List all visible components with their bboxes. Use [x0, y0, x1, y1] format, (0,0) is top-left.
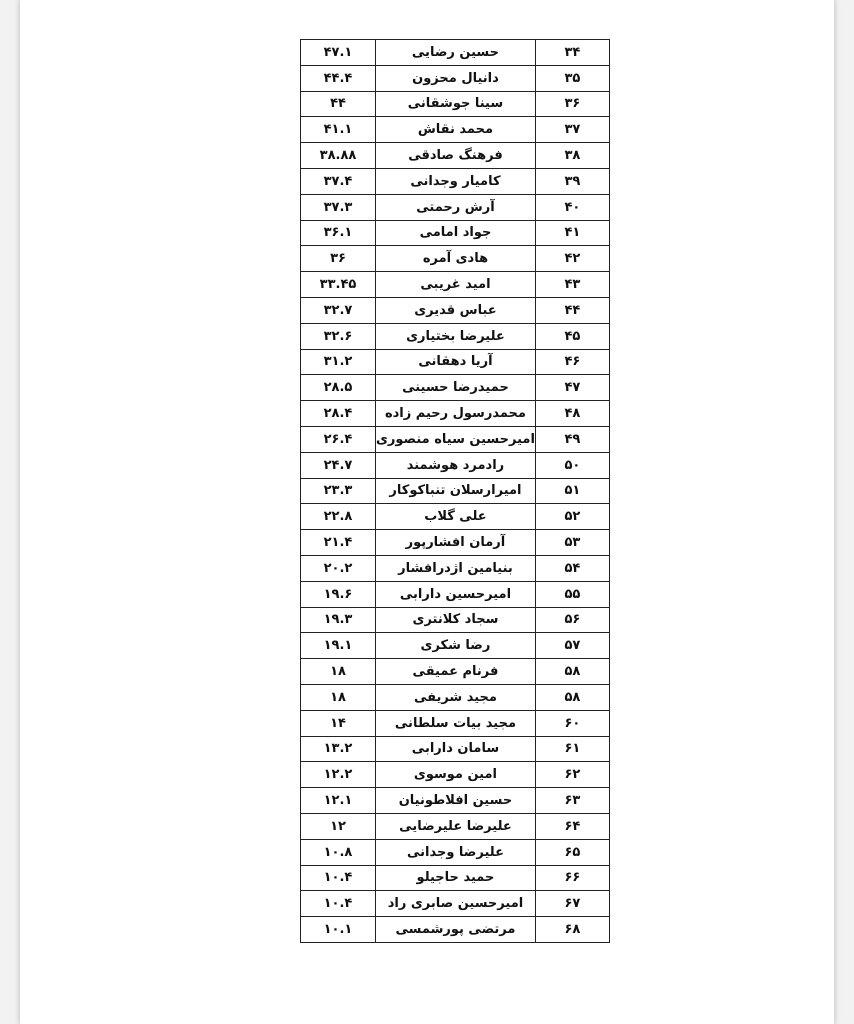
table-row	[301, 839, 610, 865]
score-cell: ۱۰.۸	[301, 839, 376, 865]
table-row	[301, 633, 610, 659]
score-cell: ۱۲	[301, 813, 376, 839]
score-cell: ۴۴.۴	[301, 65, 376, 91]
name-cell: مجید شریفی	[376, 684, 536, 710]
rank-cell: ۴۵	[535, 323, 609, 349]
table-row	[301, 788, 610, 814]
score-cell: ۱۰.۱	[301, 917, 376, 943]
table-row	[301, 607, 610, 633]
name-cell: هادی آمره	[376, 246, 536, 272]
name-cell: آریا دهقانی	[376, 349, 536, 375]
score-cell: ۳۷.۴	[301, 168, 376, 194]
table-row	[301, 891, 610, 917]
score-cell: ۱۸	[301, 659, 376, 685]
name-cell: علیرضا بختیاری	[376, 323, 536, 349]
name-cell: امیرحسین صابری راد	[376, 891, 536, 917]
table-row	[301, 504, 610, 530]
rank-cell: ۳۶	[535, 91, 609, 117]
table-row	[301, 401, 610, 427]
name-cell: سینا جوشقانی	[376, 91, 536, 117]
name-cell: حسین رضایی	[376, 40, 536, 66]
score-cell: ۲۸.۴	[301, 401, 376, 427]
rank-cell: ۵۴	[535, 555, 609, 581]
rank-cell: ۴۸	[535, 401, 609, 427]
table-row	[301, 710, 610, 736]
rank-cell: ۶۶	[535, 865, 609, 891]
rank-cell: ۴۱	[535, 220, 609, 246]
score-cell: ۱۲.۲	[301, 762, 376, 788]
rank-cell: ۳۹	[535, 168, 609, 194]
score-cell: ۳۶	[301, 246, 376, 272]
table-row	[301, 762, 610, 788]
table-row	[301, 684, 610, 710]
name-cell: کامیار وجدانی	[376, 168, 536, 194]
score-cell: ۳۷.۳	[301, 194, 376, 220]
name-cell: حمیدرضا حسینی	[376, 375, 536, 401]
name-cell: علیرضا وجدانی	[376, 839, 536, 865]
score-cell: ۴۴	[301, 91, 376, 117]
table-row	[301, 272, 610, 298]
score-cell: ۱۰.۴	[301, 865, 376, 891]
rank-cell: ۵۷	[535, 633, 609, 659]
name-cell: فرنام عمیقی	[376, 659, 536, 685]
score-cell: ۳۲.۶	[301, 323, 376, 349]
score-cell: ۱۲.۱	[301, 788, 376, 814]
rank-cell: ۵۱	[535, 478, 609, 504]
score-cell: ۴۱.۱	[301, 117, 376, 143]
table-row	[301, 168, 610, 194]
rank-cell: ۵۲	[535, 504, 609, 530]
name-cell: امیرحسین دارابی	[376, 581, 536, 607]
table-row	[301, 917, 610, 943]
name-cell: مرتضی پورشمسی	[376, 917, 536, 943]
rank-cell: ۶۷	[535, 891, 609, 917]
name-cell: امید غریبی	[376, 272, 536, 298]
rank-cell: ۴۷	[535, 375, 609, 401]
rank-cell: ۵۸	[535, 684, 609, 710]
rank-cell: ۴۳	[535, 272, 609, 298]
name-cell: سجاد کلانتری	[376, 607, 536, 633]
rank-cell: ۵۳	[535, 530, 609, 556]
table-row	[301, 65, 610, 91]
table-row	[301, 555, 610, 581]
name-cell: عباس قدیری	[376, 297, 536, 323]
table-row	[301, 813, 610, 839]
rank-cell: ۵۸	[535, 659, 609, 685]
score-cell: ۱۴	[301, 710, 376, 736]
score-cell: ۳۲.۷	[301, 297, 376, 323]
table-row	[301, 323, 610, 349]
table-row	[301, 452, 610, 478]
rank-cell: ۵۵	[535, 581, 609, 607]
table-row	[301, 659, 610, 685]
rank-cell: ۶۵	[535, 839, 609, 865]
name-cell: آرش رحمتی	[376, 194, 536, 220]
name-cell: دانیال محزون	[376, 65, 536, 91]
score-cell: ۲۲.۸	[301, 504, 376, 530]
score-cell: ۱۹.۱	[301, 633, 376, 659]
rank-cell: ۶۱	[535, 736, 609, 762]
table-row	[301, 865, 610, 891]
name-cell: بنیامین اژدرافشار	[376, 555, 536, 581]
table-row	[301, 581, 610, 607]
name-cell: سامان دارابی	[376, 736, 536, 762]
score-cell: ۱۹.۶	[301, 581, 376, 607]
rank-cell: ۶۰	[535, 710, 609, 736]
score-cell: ۳۳.۴۵	[301, 272, 376, 298]
rank-cell: ۴۲	[535, 246, 609, 272]
rank-cell: ۴۴	[535, 297, 609, 323]
table-row	[301, 375, 610, 401]
table-row	[301, 478, 610, 504]
rank-cell: ۶۴	[535, 813, 609, 839]
name-cell: آرمان افشارپور	[376, 530, 536, 556]
results-table-body	[301, 40, 610, 943]
score-cell: ۲۱.۴	[301, 530, 376, 556]
table-row	[301, 220, 610, 246]
rank-cell: ۵۶	[535, 607, 609, 633]
name-cell: مجید بیات سلطانی	[376, 710, 536, 736]
rank-cell: ۳۴	[535, 40, 609, 66]
name-cell: امین موسوی	[376, 762, 536, 788]
table-row	[301, 736, 610, 762]
rank-cell: ۴۹	[535, 426, 609, 452]
table-row	[301, 530, 610, 556]
score-cell: ۲۳.۳	[301, 478, 376, 504]
name-cell: فرهنگ صادقی	[376, 143, 536, 169]
rank-cell: ۳۸	[535, 143, 609, 169]
score-cell: ۳۱.۲	[301, 349, 376, 375]
name-cell: جواد امامی	[376, 220, 536, 246]
table-row	[301, 117, 610, 143]
table-row	[301, 297, 610, 323]
score-cell: ۱۰.۴	[301, 891, 376, 917]
rank-cell: ۶۲	[535, 762, 609, 788]
name-cell: امیرحسین سیاه منصوری	[376, 426, 536, 452]
table-row	[301, 246, 610, 272]
table-row	[301, 40, 610, 66]
rank-cell: ۴۶	[535, 349, 609, 375]
name-cell: رادمرد هوشمند	[376, 452, 536, 478]
score-cell: ۱۹.۳	[301, 607, 376, 633]
table-row	[301, 426, 610, 452]
name-cell: علی گلاب	[376, 504, 536, 530]
name-cell: حسین افلاطونیان	[376, 788, 536, 814]
rank-cell: ۳۷	[535, 117, 609, 143]
score-cell: ۱۸	[301, 684, 376, 710]
score-cell: ۳۸.۸۸	[301, 143, 376, 169]
name-cell: حمید حاجیلو	[376, 865, 536, 891]
name-cell: رضا شکری	[376, 633, 536, 659]
rank-cell: ۴۰	[535, 194, 609, 220]
name-cell: امیرارسلان تنباکوکار	[376, 478, 536, 504]
score-cell: ۴۷.۱	[301, 40, 376, 66]
score-cell: ۱۳.۲	[301, 736, 376, 762]
results-table	[300, 39, 610, 943]
rank-cell: ۳۵	[535, 65, 609, 91]
name-cell: علیرضا علیرضایی	[376, 813, 536, 839]
score-cell: ۲۴.۷	[301, 452, 376, 478]
score-cell: ۲۰.۲	[301, 555, 376, 581]
table-row	[301, 91, 610, 117]
rank-cell: ۶۳	[535, 788, 609, 814]
score-cell: ۳۶.۱	[301, 220, 376, 246]
table-row	[301, 194, 610, 220]
score-cell: ۲۶.۴	[301, 426, 376, 452]
document-page	[20, 0, 834, 1024]
table-row	[301, 349, 610, 375]
rank-cell: ۵۰	[535, 452, 609, 478]
score-cell: ۲۸.۵	[301, 375, 376, 401]
name-cell: محمدرسول رحیم زاده	[376, 401, 536, 427]
name-cell: محمد نقاش	[376, 117, 536, 143]
rank-cell: ۶۸	[535, 917, 609, 943]
table-row	[301, 143, 610, 169]
